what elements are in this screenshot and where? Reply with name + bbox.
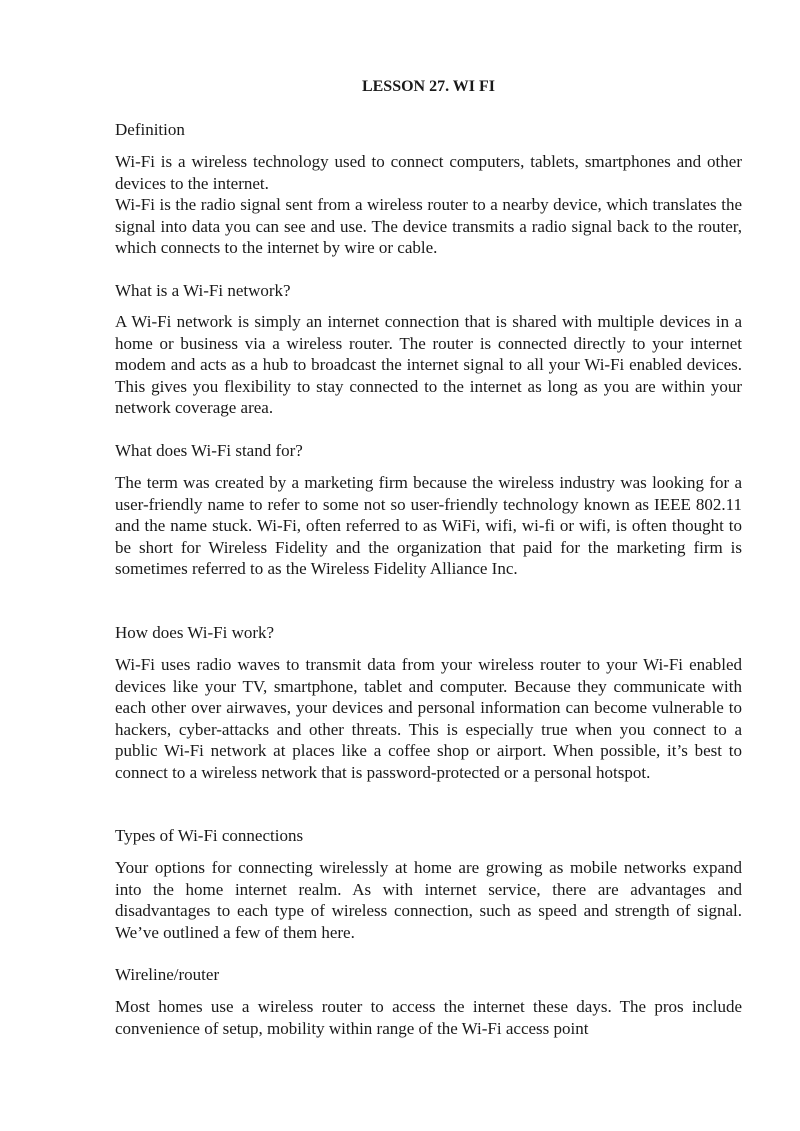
section-heading-definition: Definition	[115, 120, 185, 139]
section-heading-wifi-stand-for: What does Wi-Fi stand for?	[115, 441, 303, 460]
section-heading-wireline-router: Wireline/router	[115, 965, 220, 984]
paragraph-wireline-router: Most homes use a wireless router to access the internet these days. The pros include convenience of setup, mobility within range of the Wi-Fi access point	[115, 997, 742, 1038]
paragraph-definition-1: Wi-Fi is a wireless technology used to connect computers, tablets, smartphones and other devices to the internet.	[115, 152, 742, 193]
section-heading-wifi-work: How does Wi-Fi work?	[115, 623, 275, 642]
paragraph-wifi-stand-for: The term was created by a marketing firm because the wireless industry was looking for a user-friendly name to refer to some not so user-friendly technology known as IEEE 802.11 and the name stuck. Wi-Fi, often referred to as WiFi, wifi, wi-fi or wifi, is often thought to be short for Wireless Fidelity and the organization that paid for the marketing firm is sometimes referred to as the Wireless Fidelity Alliance Inc.	[115, 473, 742, 579]
paragraph-wifi-work: Wi-Fi uses radio waves to transmit data from your wireless router to your Wi-Fi enabled devices like your TV, smartphone, tablet and computer. Because they communicate with each other over airwaves, your devices and personal information can become vulnerable to hackers, cyber-attacks and other threats. This is especially true when you connect to a public Wi-Fi network at places like a coffee shop or airport. When possible, it’s best to connect to a wireless network that is password-protected or a personal hotspot.	[115, 655, 742, 782]
page-title: LESSON 27. WI FI	[361, 78, 496, 95]
section-heading-wifi-types: Types of Wi-Fi connections	[115, 826, 304, 845]
paragraph-definition-2: Wi-Fi is the radio signal sent from a wireless router to a nearby device, which translates the signal into data you can see and use. The device transmits a radio signal back to the router, which connects to the internet by wire or cable.	[115, 195, 742, 258]
paragraph-wifi-types: Your options for connecting wirelessly at home are growing as mobile networks expand into the home internet realm. As with internet service, there are advantages and disadvantages to each type of wireless connection, such as speed and strength of signal. We’ve outlined a few of them here.	[115, 858, 742, 942]
section-heading-wifi-network: What is a Wi-Fi network?	[115, 281, 291, 300]
paragraph-wifi-network: A Wi-Fi network is simply an internet connection that is shared with multiple devices in a home or business via a wireless router. The router is connected directly to your internet modem and acts as a hub to broadcast the internet signal to all your Wi-Fi enabled devices. This gives you flexibility to stay connected to the internet as long as you are within your network coverage area.	[115, 312, 742, 418]
